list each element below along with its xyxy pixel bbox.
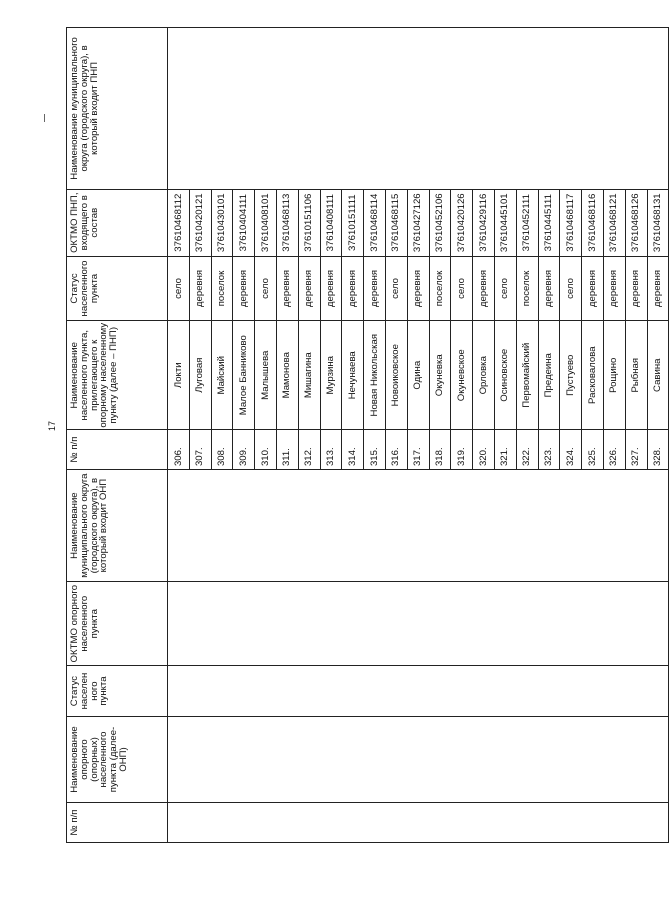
- settlements-table: [66, 27, 669, 843]
- row-number: 327.: [625, 430, 647, 470]
- row-number: 311.: [276, 430, 298, 470]
- settlement-oktmo: 37610468113: [276, 189, 298, 256]
- row-number: 320.: [473, 430, 495, 470]
- settlement-oktmo: 37610468117: [560, 189, 582, 256]
- row-number: 309.: [233, 430, 255, 470]
- settlement-oktmo: 37610468116: [582, 189, 604, 256]
- settlement-oktmo: 37610445101: [494, 189, 516, 256]
- settlement-oktmo: 37610445111: [538, 189, 560, 256]
- row-number: 312.: [298, 430, 320, 470]
- settlement-status: село: [255, 256, 277, 321]
- row-number: 306.: [168, 430, 190, 470]
- settlement-oktmo: 37610468131: [647, 189, 669, 256]
- onp-empty-cell: [168, 716, 669, 802]
- row-number: 307.: [189, 430, 211, 470]
- settlement-oktmo: 37610452111: [516, 189, 538, 256]
- settlement-status: деревня: [582, 256, 604, 321]
- row-number: 324.: [560, 430, 582, 470]
- col-header-onp-oktmo: ОКТМО опорного населенного пункта: [67, 582, 168, 666]
- settlement-name: Новоиковское: [385, 321, 407, 430]
- page-number: 17: [47, 420, 57, 432]
- row-number: 317.: [407, 430, 429, 470]
- settlement-status: деревня: [320, 256, 342, 321]
- settlement-status: деревня: [298, 256, 320, 321]
- table-row: [168, 28, 190, 843]
- row-number: 328.: [647, 430, 669, 470]
- settlement-status: деревня: [473, 256, 495, 321]
- col-header-onp-district: Наименование муниципального округа (городского округа), в который входит ОНП: [67, 470, 168, 582]
- onp-empty-cell: [168, 582, 669, 666]
- settlement-status: деревня: [407, 256, 429, 321]
- settlement-oktmo: 37610408101: [255, 189, 277, 256]
- col-header-pnp-num: № п/п: [67, 430, 168, 470]
- settlement-oktmo: 37610468115: [385, 189, 407, 256]
- settlement-name: Нечунаева: [342, 321, 364, 430]
- settlement-status: деревня: [603, 256, 625, 321]
- settlement-oktmo: 37610420126: [451, 189, 473, 256]
- settlement-status: поселок: [211, 256, 233, 321]
- settlement-oktmo: 37610420121: [189, 189, 211, 256]
- settlement-name: Луговая: [189, 321, 211, 430]
- settlement-name: Мамонова: [276, 321, 298, 430]
- margin-mark: [44, 114, 45, 122]
- col-header-pnp-oktmo: ОКТМО ПНП, входящего в состав: [67, 189, 168, 256]
- row-number: 310.: [255, 430, 277, 470]
- row-number: 326.: [603, 430, 625, 470]
- rotated-page: [66, 27, 668, 843]
- settlement-oktmo: 37610151106: [298, 189, 320, 256]
- settlement-name: Окуневское: [451, 321, 473, 430]
- settlement-oktmo: 37610427126: [407, 189, 429, 256]
- settlement-name: Осиновское: [494, 321, 516, 430]
- settlement-oktmo: 37610468126: [625, 189, 647, 256]
- settlement-name: Рощино: [603, 321, 625, 430]
- settlement-status: село: [451, 256, 473, 321]
- settlement-name: Рыбная: [625, 321, 647, 430]
- row-number: 308.: [211, 430, 233, 470]
- row-number: 325.: [582, 430, 604, 470]
- settlement-oktmo: 37610452106: [429, 189, 451, 256]
- settlement-status: деревня: [342, 256, 364, 321]
- table-header-row: [67, 28, 168, 843]
- settlement-name: Расковалова: [582, 321, 604, 430]
- settlement-status: деревня: [189, 256, 211, 321]
- row-number: 314.: [342, 430, 364, 470]
- row-number: 315.: [364, 430, 386, 470]
- col-header-pnp-status: Статус населенного пункта: [67, 256, 168, 321]
- settlement-status: деревня: [364, 256, 386, 321]
- col-header-onp-num: № п/п: [67, 803, 168, 843]
- settlement-name: Савина: [647, 321, 669, 430]
- settlement-name: Предеина: [538, 321, 560, 430]
- row-number: 322.: [516, 430, 538, 470]
- settlement-status: поселок: [516, 256, 538, 321]
- settlement-name: Окуневка: [429, 321, 451, 430]
- settlement-name: Мурзина: [320, 321, 342, 430]
- row-number: 318.: [429, 430, 451, 470]
- row-number: 316.: [385, 430, 407, 470]
- settlement-name: Новая Никольская: [364, 321, 386, 430]
- row-number: 321.: [494, 430, 516, 470]
- settlement-oktmo: 37610468114: [364, 189, 386, 256]
- settlement-name: Орловка: [473, 321, 495, 430]
- row-number: 323.: [538, 430, 560, 470]
- onp-empty-cell: [168, 470, 669, 582]
- settlement-name: Мишагина: [298, 321, 320, 430]
- settlement-oktmo: 37610430101: [211, 189, 233, 256]
- settlement-oktmo: 37610429116: [473, 189, 495, 256]
- settlement-oktmo: 37610468112: [168, 189, 190, 256]
- settlement-name: Локти: [168, 321, 190, 430]
- table-body: [168, 28, 669, 843]
- settlement-status: деревня: [647, 256, 669, 321]
- settlement-status: село: [385, 256, 407, 321]
- settlement-status: село: [560, 256, 582, 321]
- settlement-name: Пустуево: [560, 321, 582, 430]
- settlement-name: Малышева: [255, 321, 277, 430]
- row-number: 319.: [451, 430, 473, 470]
- col-header-pnp-name: Наименование населенного пункта, прилегающего к опорному населенному пункту (далее – ПНП): [67, 321, 168, 430]
- settlement-status: деревня: [625, 256, 647, 321]
- settlement-oktmo: 37610408111: [320, 189, 342, 256]
- settlement-oktmo: 37610468121: [603, 189, 625, 256]
- settlement-status: деревня: [538, 256, 560, 321]
- pnp-district-empty-cell: [168, 28, 669, 190]
- settlement-oktmo: 37610151111: [342, 189, 364, 256]
- onp-empty-cell: [168, 666, 669, 717]
- settlement-status: поселок: [429, 256, 451, 321]
- settlement-name: Первомайский: [516, 321, 538, 430]
- settlement-status: село: [168, 256, 190, 321]
- settlement-status: деревня: [276, 256, 298, 321]
- settlement-name: Майский: [211, 321, 233, 430]
- row-number: 313.: [320, 430, 342, 470]
- settlement-oktmo: 37610404111: [233, 189, 255, 256]
- col-header-onp-name: Наименование опорного (опорных) населенного пункта (далее-ОНП): [67, 716, 168, 802]
- col-header-onp-status: Статус населен ного пункта: [67, 666, 168, 717]
- settlement-status: деревня: [233, 256, 255, 321]
- settlement-status: село: [494, 256, 516, 321]
- col-header-pnp-district: Наименование муниципального округа (городского округа), в который входит ПНП: [67, 28, 168, 190]
- onp-empty-cell: [168, 803, 669, 843]
- settlement-name: Малое Банниково: [233, 321, 255, 430]
- settlement-name: Одина: [407, 321, 429, 430]
